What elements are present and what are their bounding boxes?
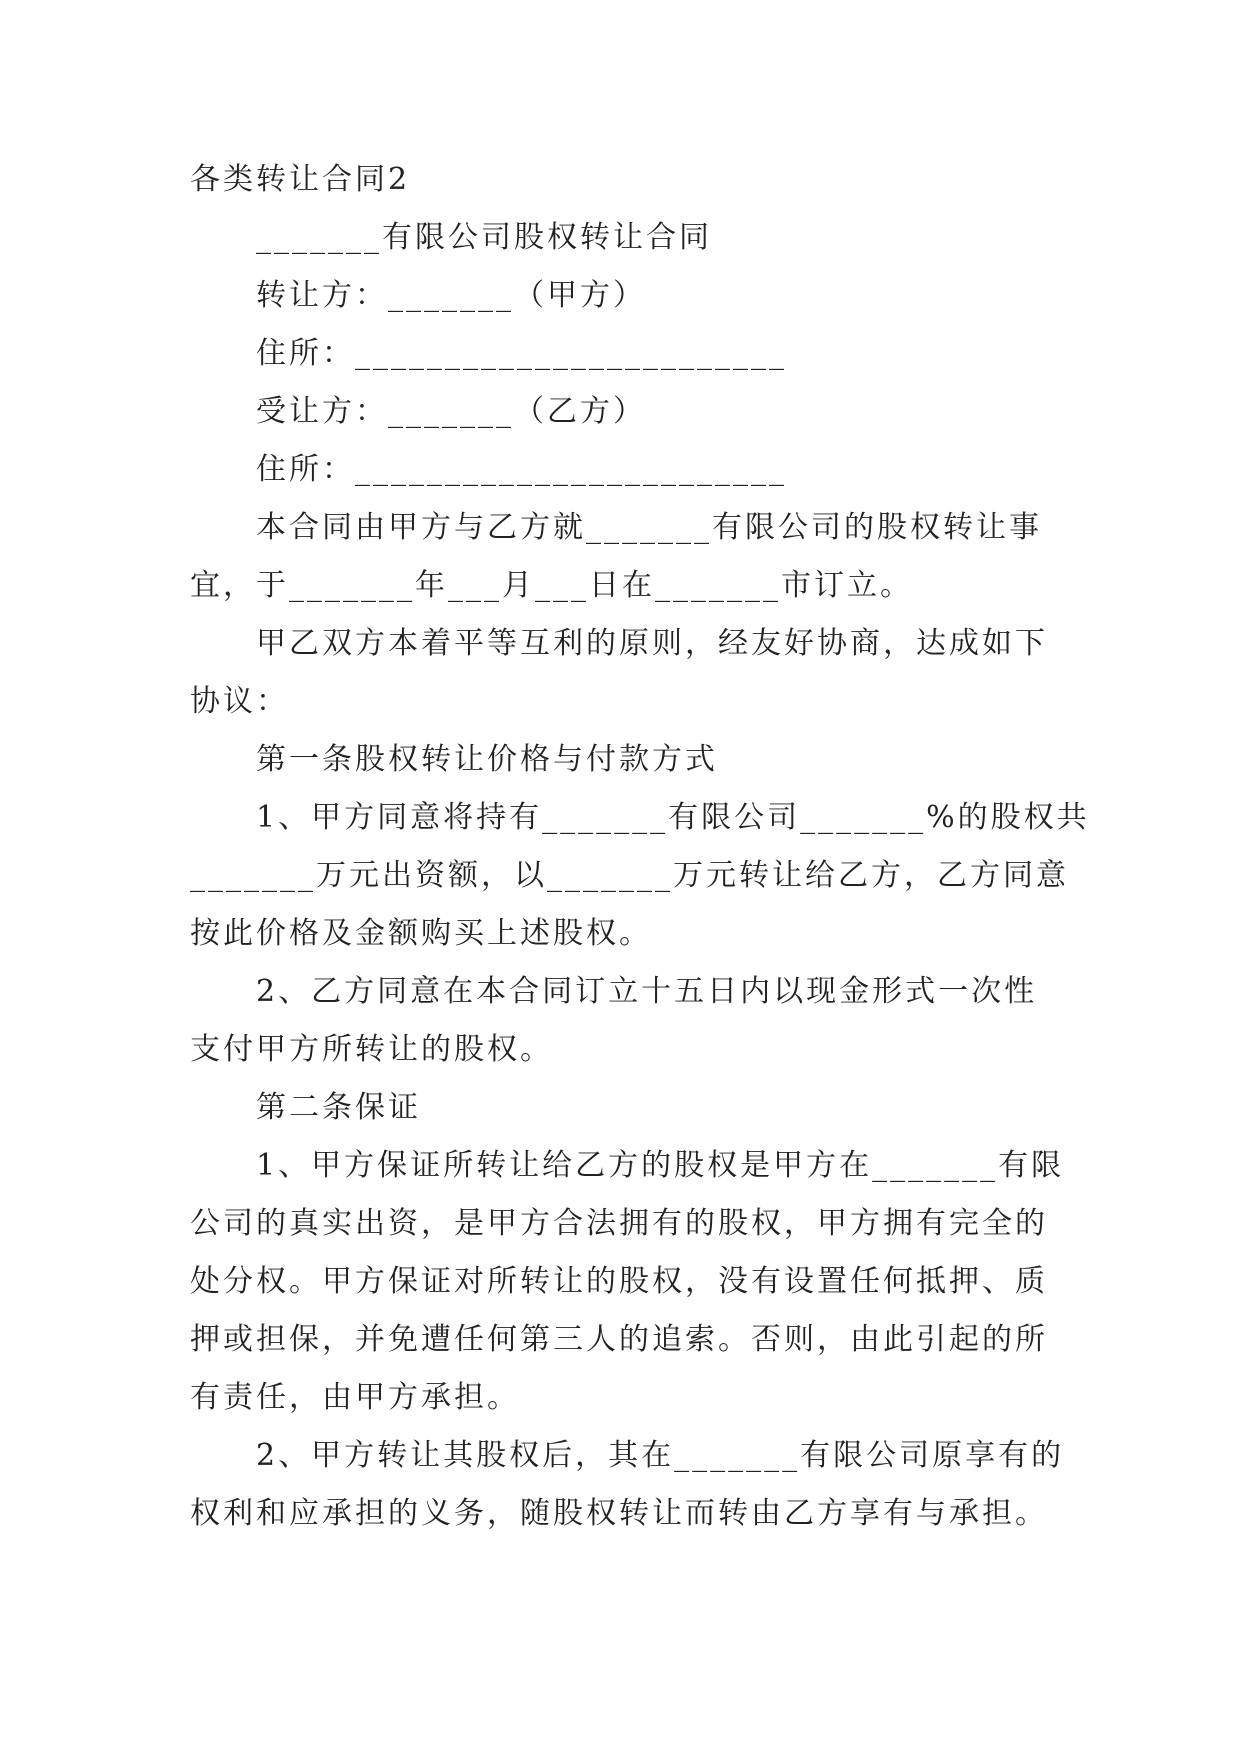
transferee-line: 受让方：_______（乙方） [256, 394, 646, 429]
transferor-line: 转让方：_______（甲方） [256, 278, 646, 313]
article-heading: 第二条保证 [256, 1090, 421, 1125]
paragraph-line: 公司的真实出资，是甲方合法拥有的股权，甲方拥有完全的 [190, 1206, 1048, 1241]
contract-title: _______有限公司股权转让合同 [256, 220, 712, 255]
document-title: 各类转让合同2 [190, 162, 411, 197]
paragraph-line: 甲乙双方本着平等互利的原则，经友好协商，达成如下 [256, 626, 1048, 661]
paragraph-line: 协议： [190, 684, 289, 719]
paragraph-line: 支付甲方所转让的股权。 [190, 1032, 553, 1067]
paragraph-line: 本合同由甲方与乙方就_______有限公司的股权转让事 [256, 510, 1042, 545]
paragraph-line: 按此价格及金额购买上述股权。 [190, 916, 652, 951]
paragraph-line: 权利和应承担的义务，随股权转让而转由乙方享有与承担。 [190, 1496, 1048, 1531]
paragraph-line: 有责任，由甲方承担。 [190, 1380, 520, 1415]
paragraph-line: 押或担保，并免遭任何第三人的追索。否则，由此引起的所 [190, 1322, 1048, 1357]
paragraph-line: 宜，于_______年___月___日在_______市订立。 [190, 568, 913, 603]
paragraph-line: 2、甲方转让其股权后，其在_______有限公司原享有的 [256, 1438, 1065, 1473]
paragraph-line: 1、甲方保证所转让给乙方的股权是甲方在_______有限 [256, 1148, 1065, 1183]
paragraph-line: 2、乙方同意在本合同订立十五日内以现金形式一次性 [256, 974, 1038, 1009]
transferee-address-line: 住所：________________________ [256, 452, 787, 487]
paragraph-line: _______万元出资额，以_______万元转让给乙方，乙方同意 [190, 858, 1069, 893]
paragraph-line: 处分权。甲方保证对所转让的股权，没有设置任何抵押、质 [190, 1264, 1048, 1299]
paragraph-line: 1、甲方同意将持有_______有限公司_______%的股权共 [256, 800, 1090, 835]
article-heading: 第一条股权转让价格与付款方式 [256, 742, 718, 777]
transferor-address-line: 住所：________________________ [256, 336, 787, 371]
